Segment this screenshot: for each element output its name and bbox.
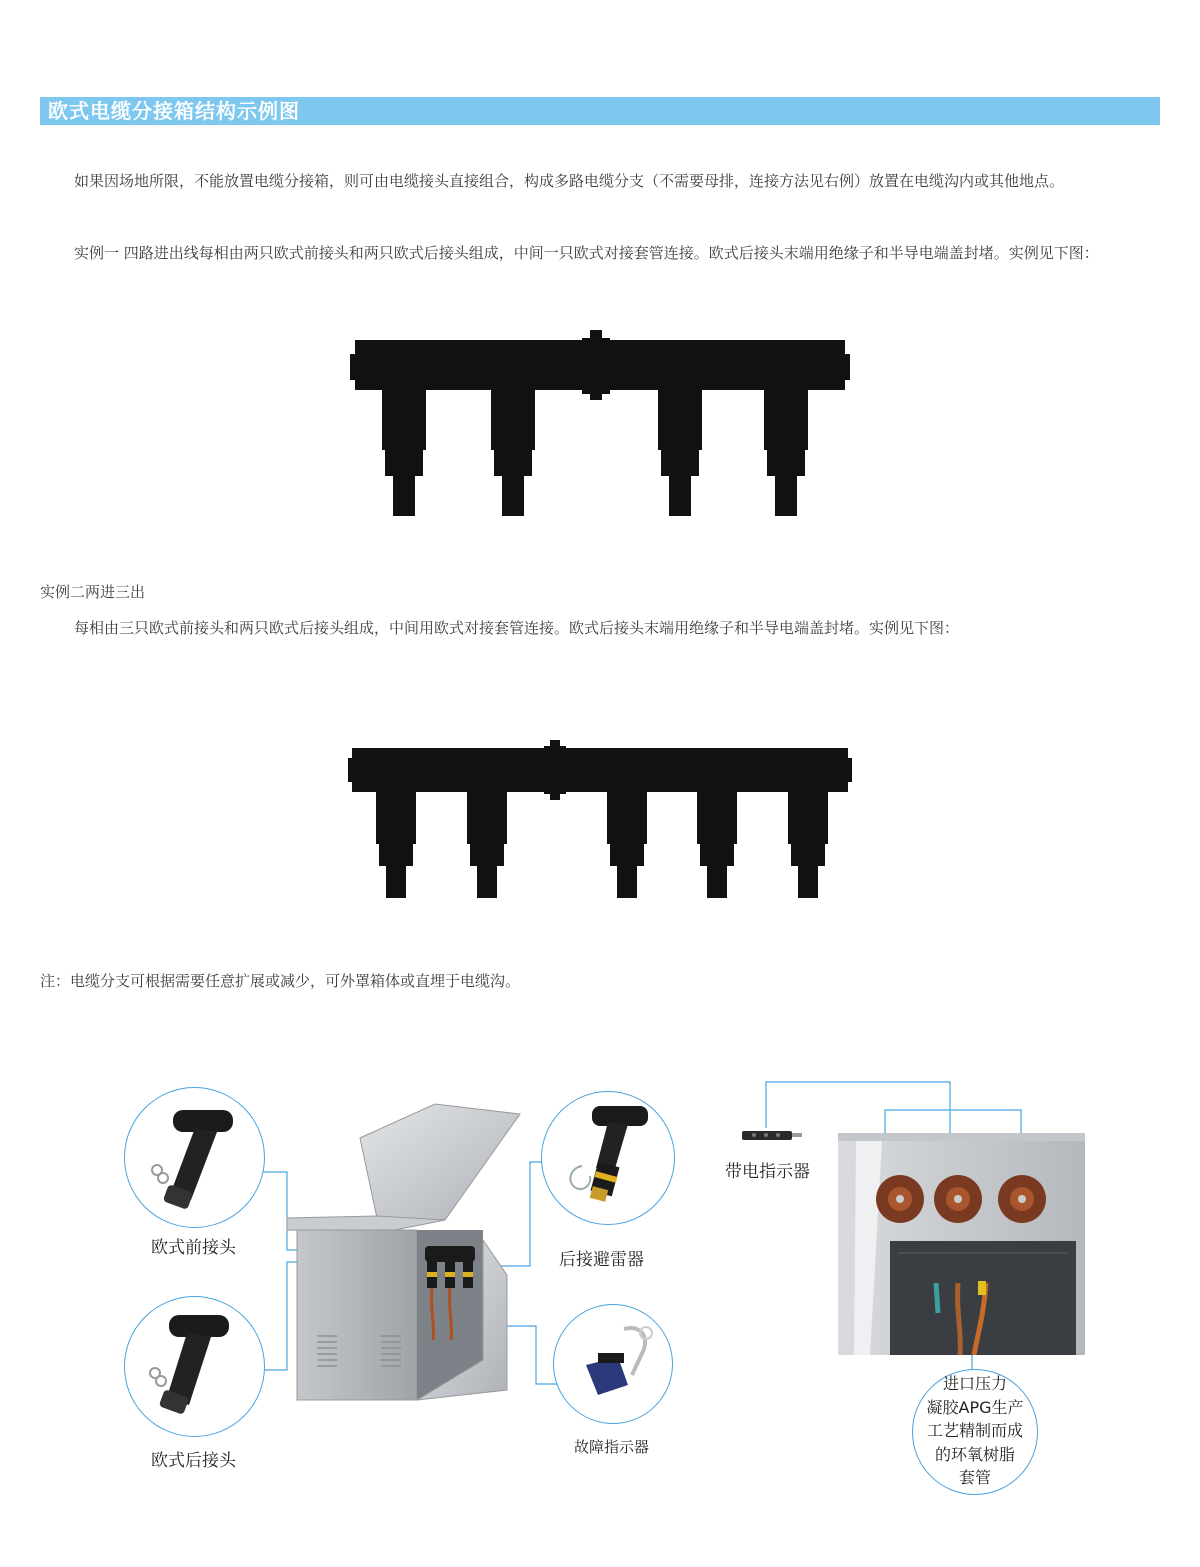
fault-indicator-icon [554, 1305, 672, 1423]
example2-title: 实例二两进三出 [40, 583, 146, 601]
bushing-line-5: 套管 [958, 1468, 991, 1487]
fault-indicator-circle [553, 1304, 673, 1424]
rear-connector-circle [124, 1296, 265, 1437]
bushing-line-4: 的环氧树脂 [934, 1444, 1015, 1464]
elbow-connector-icon [125, 1088, 264, 1227]
bushing-1 [876, 1175, 924, 1223]
section-title: 欧式电缆分接箱结构示例图 [48, 99, 300, 123]
rear-connector-label: 欧式后接头 [151, 1451, 236, 1471]
surge-arrester-icon [542, 1092, 674, 1224]
rear-arrester-label: 后接避雷器 [559, 1250, 644, 1270]
bushing-2 [934, 1175, 982, 1223]
intro-paragraph: 如果因场地所限，不能放置电缆分接箱，则可由电缆接头直接组合，构成多路电缆分支（不需要母排，连接方法见右例）放置在电缆沟内或其他地点。 [74, 172, 1065, 190]
note-paragraph: 注：电缆分支可根据需要任意扩展或减少，可外罩箱体或直埋于电缆沟。 [40, 972, 521, 990]
distribution-box [285, 1100, 530, 1405]
live-indicator-label: 带电指示器 [725, 1162, 810, 1182]
example1-paragraph: 实例一 四路进出线每相由两只欧式前接头和两只欧式后接头组成，中间一只欧式对接套管连接。欧式后接头末端用绝缘子和半导电端盖封堵。实例见下图： [74, 244, 1099, 262]
rear-arrester-circle [541, 1091, 675, 1225]
bushing-3 [998, 1175, 1046, 1223]
bushing-description-bubble [912, 1369, 1038, 1495]
front-connector-label: 欧式前接头 [151, 1238, 236, 1258]
front-connector-circle [124, 1087, 265, 1228]
bushing-line-3: 工艺精制而成 [926, 1421, 1023, 1440]
bushing-line-1: 进口压力 [942, 1374, 1007, 1393]
bushing-panel-photo [838, 1133, 1085, 1355]
bushing-line-2: 凝胶APG生产 [926, 1397, 1024, 1417]
elbow-connector-icon [125, 1297, 264, 1436]
fault-indicator-label: 故障指示器 [574, 1438, 650, 1456]
example2-paragraph: 每相由三只欧式前接头和两只欧式后接头组成，中间用欧式对接套管连接。欧式后接头末端用绝缘子和半导电端盖封堵。实例见下图： [74, 619, 960, 637]
live-indicator-icon [742, 1128, 804, 1142]
